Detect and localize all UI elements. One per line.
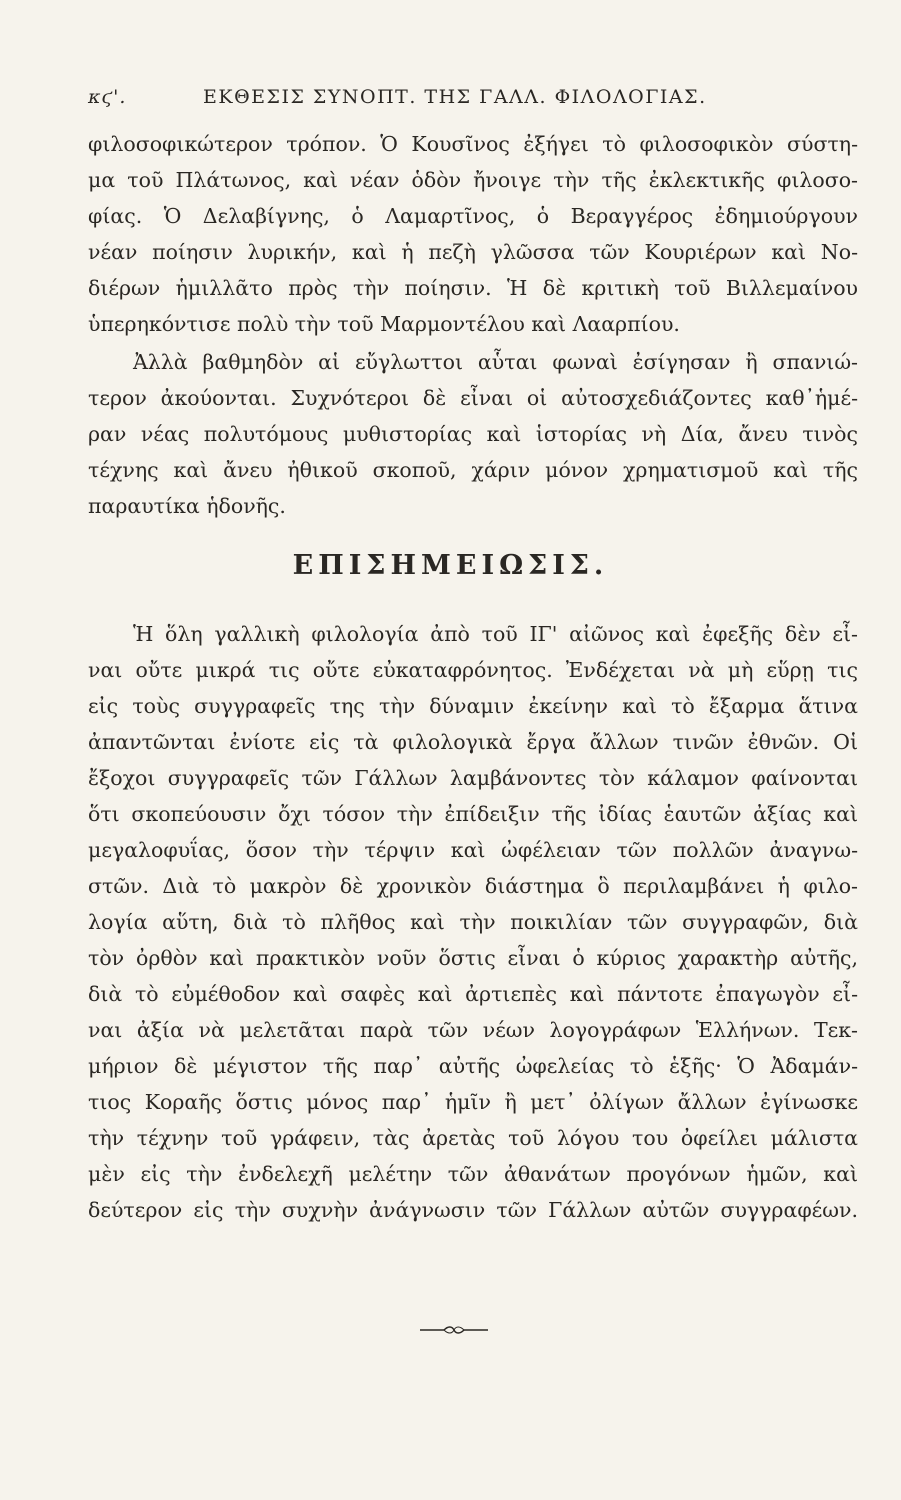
text-line: λογία αὕτη, διὰ τὸ πλῆθος καὶ τὴν ποικιλίαν τῶν συγγραφῶν, διὰ <box>88 910 858 934</box>
text-line: μήριον δὲ μέγιστον τῆς παρ᾽ αὐτῆς ὠφελείας τὸ ἑξῆς· Ὁ Ἀδαμάν- <box>88 1054 858 1078</box>
text-line: μὲν εἰς τὴν ἐνδελεχῆ μελέτην τῶν ἀθανάτων προγόνων ἡμῶν, καὶ <box>88 1162 858 1186</box>
ornamental-rule-icon <box>420 1325 488 1335</box>
section-heading: ΕΠΙΣΗΜΕΙΩΣΙΣ. <box>292 550 609 581</box>
text-line: διὰ τὸ εὐμέθοδον καὶ σαφὲς καὶ ἀρτιεπὲς καὶ πάντοτε ἐπαγωγὸν εἶ- <box>88 982 858 1006</box>
running-head <box>88 86 818 116</box>
text-line: ραν νέας πολυτόμους μυθιστορίας καὶ ἱστορίας νὴ Δία, ἄνευ τινὸς <box>88 422 858 446</box>
text-line: Ἀλλὰ βαθμηδὸν αἱ εὔγλωττοι αὗται φωναὶ ἐσίγησαν ἢ σπανιώ- <box>133 350 858 374</box>
text-line: παραυτίκα ἡδονῆς. <box>88 494 286 518</box>
text-line: φιλοσοφικώτερον τρόπον. Ὁ Κουσῖνος ἐξήγει τὸ φιλοσοφικὸν σύστη- <box>88 132 858 156</box>
text-line: μεγαλοφυΐας, ὅσον τὴν τέρψιν καὶ ὠφέλειαν τῶν πολλῶν ἀναγνω- <box>88 838 858 862</box>
page-number: κϛ'. <box>88 86 127 108</box>
text-line: ἔξοχοι συγγραφεῖς τῶν Γάλλων λαμβάνοντες τὸν κάλαμον φαίνονται <box>88 766 858 790</box>
text-line: ἀπαντῶνται ἐνίοτε εἰς τὰ φιλολογικὰ ἔργα ἄλλων τινῶν ἐθνῶν. Οἱ <box>88 730 858 754</box>
text-line: εἰς τοὺς συγγραφεῖς της τὴν δύναμιν ἐκείνην καὶ τὸ ἔξαρμα ἅτινα <box>88 694 858 718</box>
text-line: τὸν ὀρθὸν καὶ πρακτικὸν νοῦν ὅστις εἶναι ὁ κύριος χαρακτὴρ αὐτῆς, <box>88 946 858 970</box>
text-line: ὅτι σκοπεύουσιν ὄχι τόσον τὴν ἐπίδειξιν τῆς ἰδίας ἑαυτῶν ἀξίας καὶ <box>88 802 858 826</box>
text-line: ναι οὔτε μικρά τις οὔτε εὐκαταφρόνητος. Ἐνδέχεται νὰ μὴ εὕρῃ τις <box>88 658 858 682</box>
text-line: ναι ἀξία νὰ μελετᾶται παρὰ τῶν νέων λογογράφων Ἑλλήνων. Τεκ- <box>88 1018 858 1042</box>
text-line: τερον ἀκούονται. Συχνότεροι δὲ εἶναι οἱ αὐτοσχεδιάζοντες καθ᾽ἡμέ- <box>88 386 858 410</box>
text-line: μα τοῦ Πλάτωνος, καὶ νέαν ὁδὸν ἤνοιγε τὴν τῆς ἐκλεκτικῆς φιλοσο- <box>88 168 858 192</box>
text-line: τὴν τέχνην τοῦ γράφειν, τὰς ἀρετὰς τοῦ λόγου του ὀφείλει μάλιστα <box>88 1126 858 1150</box>
text-line: τέχνης καὶ ἄνευ ἠθικοῦ σκοποῦ, χάριν μόνον χρηματισμοῦ καὶ τῆς <box>88 458 858 482</box>
running-title: ΕΚΘΕΣΙΣ ΣΥΝΟΠΤ. ΤΗΣ ΓΑΛΛ. ΦΙΛΟΛΟΓΙΑΣ. <box>203 86 707 108</box>
text-line: τιος Κοραῆς ὅστις μόνος παρ᾽ ἡμῖν ἢ μετ᾽ ὀλίγων ἄλλων ἐγίνωσκε <box>88 1090 858 1114</box>
text-line: Ἡ ὅλη γαλλικὴ φιλολογία ἀπὸ τοῦ ΙΓ' αἰῶνος καὶ ἐφεξῆς δὲν εἶ- <box>133 622 858 646</box>
text-line: δεύτερον εἰς τὴν συχνὴν ἀνάγνωσιν τῶν Γάλλων αὐτῶν συγγραφέων. <box>88 1198 858 1222</box>
text-line: διέρων ἡμιλλᾶτο πρὸς τὴν ποίησιν. Ἡ δὲ κριτικὴ τοῦ Βιλλεμαίνου <box>88 276 858 300</box>
text-line: νέαν ποίησιν λυρικήν, καὶ ἡ πεζὴ γλῶσσα τῶν Κουριέρων καὶ Νο- <box>88 240 858 264</box>
text-line: ὑπερηκόντισε πολὺ τὴν τοῦ Μαρμοντέλου καὶ Λααρπίου. <box>88 312 680 336</box>
text-line: φίας. Ὁ Δελαβίγνης, ὁ Λαμαρτῖνος, ὁ Βεραγγέρος ἐδημιούργουν <box>88 204 858 228</box>
text-line: στῶν. Διὰ τὸ μακρὸν δὲ χρονικὸν διάστημα ὃ περιλαμβάνει ἡ φιλο- <box>88 874 858 898</box>
